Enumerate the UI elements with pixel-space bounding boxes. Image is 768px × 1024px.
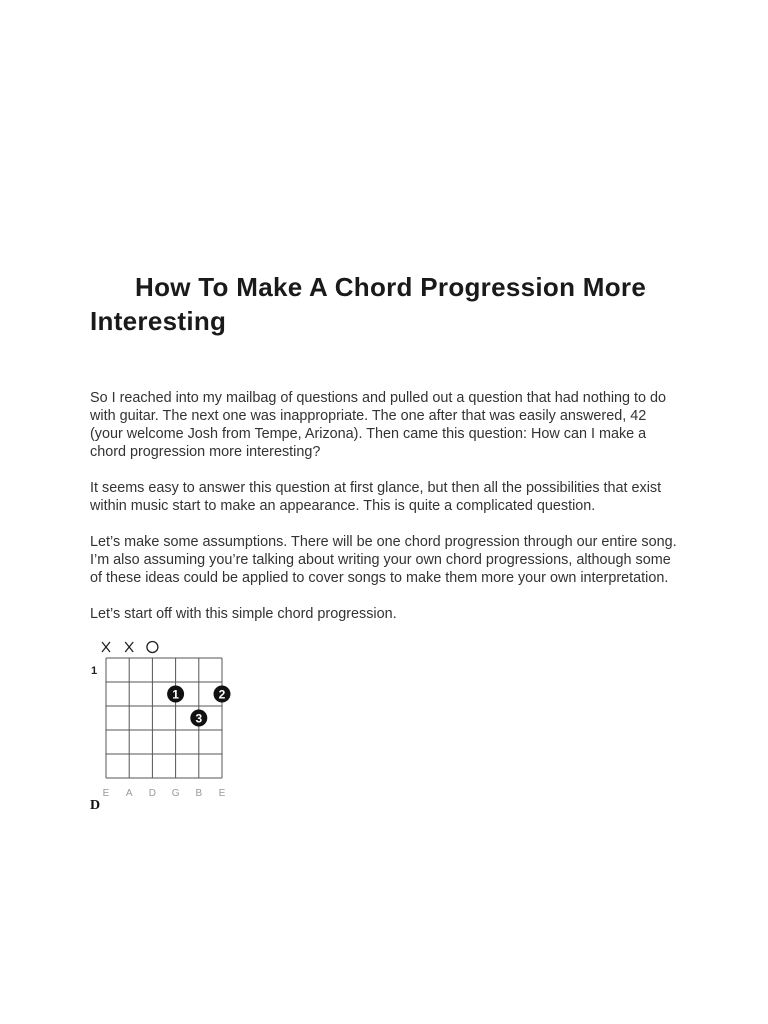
paragraph-start-off: Let’s start off with this simple chord progression.	[90, 606, 397, 622]
string-name-label: D	[148, 788, 157, 799]
chord-diagram	[86, 636, 246, 816]
article-body	[90, 389, 680, 641]
chord-fret-number: 1	[91, 665, 98, 677]
finger-number: 1	[172, 687, 179, 702]
string-name-label: E	[218, 788, 226, 799]
paragraph-assumptions: Let’s make some assumptions. There will be one chord progression through our entire song. I’m also assuming you’re talking about writing your own chord progressions, although some of these ideas could be applied to cover songs to make them more your own interpretation.	[90, 534, 677, 586]
string-name-label: G	[171, 788, 180, 799]
open-string-icon	[147, 642, 158, 653]
chord-diagram-svg	[86, 636, 246, 806]
paragraph-first-glance: It seems easy to answer this question at first glance, but then all the possibilities that exist within music start to make an appearance. This is quite a complicated question.	[90, 480, 662, 514]
article-title	[90, 270, 690, 338]
chord-name: D	[90, 798, 101, 813]
finger-number: 2	[218, 687, 226, 702]
paragraph-mailbag: So I reached into my mailbag of questions and pulled out a question that had nothing to do with guitar. The next one was inappropriate. The one after that was easily answered, 42 (your welcome Josh from Tempe, Arizona). Then came this question: How can I make a chord progression more interesting?	[90, 390, 667, 460]
string-name-label: A	[125, 788, 133, 799]
string-name-label: B	[195, 788, 203, 799]
finger-number: 3	[195, 711, 203, 726]
string-name-label: E	[102, 788, 110, 799]
article-title-text: How To Make A Chord Progression More Interesting	[90, 272, 647, 336]
